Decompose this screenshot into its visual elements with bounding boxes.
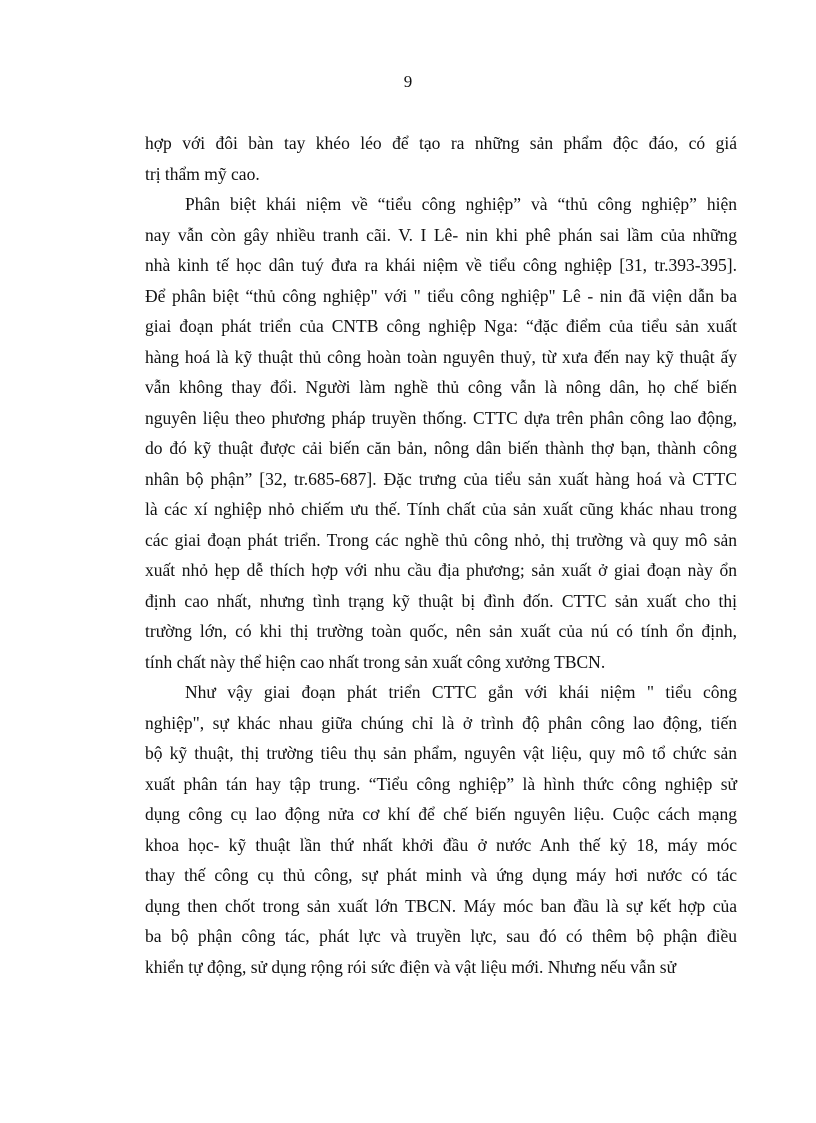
text-line: xuất phân tán hay tập trung. “Tiểu công nghiệp” là hình thức công nghiệp sử <box>145 773 737 794</box>
paragraph <box>145 128 737 189</box>
text-line: dụng then chốt trong sản xuất lớn TBCN. Máy móc ban đầu là sự kết hợp của <box>145 895 737 916</box>
paragraph <box>145 677 737 982</box>
text-line: Phân biệt khái niệm về “tiểu công nghiệp” và “thủ công nghiệp” hiện <box>185 194 737 214</box>
document-body <box>145 128 737 982</box>
text-line: trị thẩm mỹ cao. <box>145 163 260 184</box>
text-line: vẫn không thay đổi. Người làm nghề thủ công vẫn là nông dân, họ chế biến <box>145 377 737 397</box>
text-line: định cao nhất, nhưng tình trạng kỹ thuật bị đình đốn. CTTC sản xuất cho thị <box>145 590 737 611</box>
text-line: dụng công cụ lao động nửa cơ khí để chế biến nguyên liệu. Cuộc cách mạng <box>145 804 737 824</box>
text-line: là các xí nghiệp nhỏ chiếm ưu thế. Tính chất của sản xuất cũng khác nhau trong <box>145 499 737 519</box>
text-line: Như vậy giai đoạn phát triển CTTC gắn với khái niệm " tiểu công <box>185 682 737 702</box>
text-line: Để phân biệt “thủ công nghiệp" với " tiểu công nghiệp" Lê - nin đã viện dẫn ba <box>145 285 737 306</box>
text-line: hàng hoá là kỹ thuật thủ công hoàn toàn nguyên thuỷ, từ xưa đến nay kỹ thuật ấy <box>145 346 737 367</box>
text-line: tính chất này thể hiện cao nhất trong sản xuất công xưởng TBCN. <box>145 651 606 672</box>
text-line: nhân bộ phận” [32, tr.685-687]. Đặc trưng của tiểu sản xuất hàng hoá và CTTC <box>145 468 737 489</box>
text-line: các giai đoạn phát triển. Trong các nghề thủ công nhỏ, thị trường và quy mô sản <box>145 529 737 550</box>
text-line: khiển tự động, sử dụng rộng rói sức điện và vật liệu mới. Nhưng nếu vẫn sử <box>145 956 677 977</box>
text-line: nguyên liệu theo phương pháp truyền thống. CTTC dựa trên phân công lao động, <box>145 407 737 428</box>
text-line: nay vẫn còn gây nhiều tranh cãi. V. I Lê- nin khi phê phán sai lầm của những <box>145 224 737 245</box>
paragraph <box>145 189 737 677</box>
text-line: nghiệp", sự khác nhau giữa chúng chỉ là ở trình độ phân công lao động, tiến <box>145 712 737 733</box>
text-line: bộ kỹ thuật, thị trường tiêu thụ sản phẩm, nguyên vật liệu, quy mô tổ chức sản <box>145 743 737 763</box>
text-line: xuất nhỏ hẹp dễ thích hợp với nhu cầu địa phương; sản xuất ở giai đoạn này ổn <box>145 560 737 580</box>
page-number: 9 <box>403 72 413 91</box>
text-line: hợp với đôi bàn tay khéo léo để tạo ra những sản phẩm độc đáo, có giá <box>145 133 737 153</box>
text-line: trường lớn, có khi thị trường toàn quốc, nên sản xuất của nú có tính ổn định, <box>145 621 737 641</box>
text-line: nhà kinh tế học dân tuý đưa ra khái niệm về tiểu công nghiệp [31, tr.393-395]. <box>145 255 737 275</box>
text-line: do đó kỹ thuật được cải biến căn bản, nông dân biến thành thợ bạn, thành công <box>145 438 737 458</box>
text-line: khoa học- kỹ thuật lần thứ nhất khởi đầu ở nước Anh thế kỷ 18, máy móc <box>145 834 737 855</box>
text-line: giai đoạn phát triển của CNTB công nghiệp Nga: “đặc điểm của tiểu sản xuất <box>145 316 737 336</box>
text-line: thay thế công cụ thủ công, sự phát minh và ứng dụng máy hơi nước có tác <box>145 865 737 885</box>
text-line: ba bộ phận công tác, phát lực và truyền lực, sau đó có thêm bộ phận điều <box>145 926 737 946</box>
